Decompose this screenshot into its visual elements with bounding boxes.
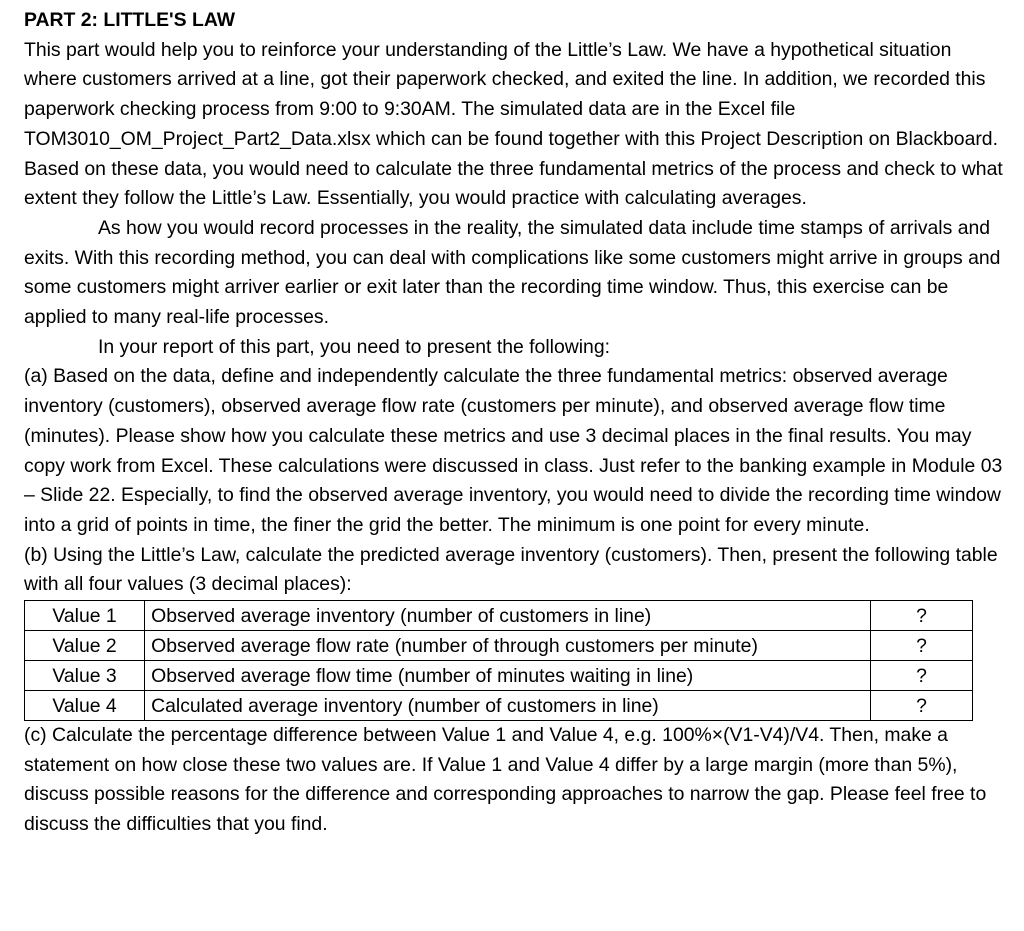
section-heading: PART 2: LITTLE'S LAW xyxy=(24,9,236,31)
document-page xyxy=(24,6,1004,840)
item-b-paragraph: (b) Using the Little’s Law, calculate the predicted average inventory (customers). Then, present the following table with all four values (3 decimal places): xyxy=(24,543,998,596)
recording-paragraph: As how you would record processes in the reality, the simulated data include time stamps of arrivals and exits. With this recording method, you can deal with complications like some customers might arrive in groups and some customers might arriver earlier or exit later than the recording time window. Thus, this exercise can be applied to many real-life processes. xyxy=(24,216,1001,329)
row-value: ? xyxy=(871,631,973,661)
row-label: Value 4 xyxy=(25,691,145,721)
row-value: ? xyxy=(871,661,973,691)
row-description: Observed average flow rate (number of through customers per minute) xyxy=(145,631,871,661)
item-a-paragraph: (a) Based on the data, define and independently calculate the three fundamental metrics: observed average inventory (customers), observed average flow rate (customers per minute), and observed average flow time (minutes). Please show how you calculate these metrics and use 3 decimal places in the final results. You may copy work from Excel. These calculations were discussed in class. Just refer to the banking example in Module 03 – Slide 22. Especially, to find the observed average inventory, you would need to divide the recording time window into a grid of points in time, the finer the grid the better. The minimum is one point for every minute. xyxy=(24,365,1003,536)
item-c-paragraph: (c) Calculate the percentage difference between Value 1 and Value 4, e.g. 100%×(V1-V4)/V4. Then, make a statement on how close these two values are. If Value 1 and Value 4 differ by a large margin (more than 5%), discuss possible reasons for the difference and corresponding approaches to narrow the gap. Please feel free to discuss the difficulties that you find. xyxy=(24,724,987,836)
table-row xyxy=(25,661,973,691)
table-row xyxy=(25,631,973,661)
table-row xyxy=(25,601,973,631)
row-label: Value 2 xyxy=(25,631,145,661)
row-value: ? xyxy=(871,691,973,721)
report-intro-paragraph: In your report of this part, you need to present the following: xyxy=(98,335,610,358)
row-value: ? xyxy=(871,601,973,631)
table-row xyxy=(25,691,973,721)
row-description: Calculated average inventory (number of customers in line) xyxy=(145,691,871,721)
intro-paragraph: This part would help you to reinforce your understanding of the Little’s Law. We have a hypothetical situation where customers arrived at a line, got their paperwork checked, and exited the line. In addition, we recorded this paperwork checking process from 9:00 to 9:30AM. The simulated data are in the Excel file TOM3010_OM_Project_Part2_Data.xlsx which can be found together with this Project Description on Blackboard. Based on these data, you would need to calculate the three fundamental metrics of the process and check to what extent they follow the Little’s Law. Essentially, you would practice with calculating averages. xyxy=(24,38,1003,210)
metrics-table xyxy=(24,600,973,721)
row-label: Value 3 xyxy=(25,661,145,691)
row-label: Value 1 xyxy=(25,601,145,631)
row-description: Observed average inventory (number of customers in line) xyxy=(145,601,871,631)
row-description: Observed average flow time (number of minutes waiting in line) xyxy=(145,661,871,691)
